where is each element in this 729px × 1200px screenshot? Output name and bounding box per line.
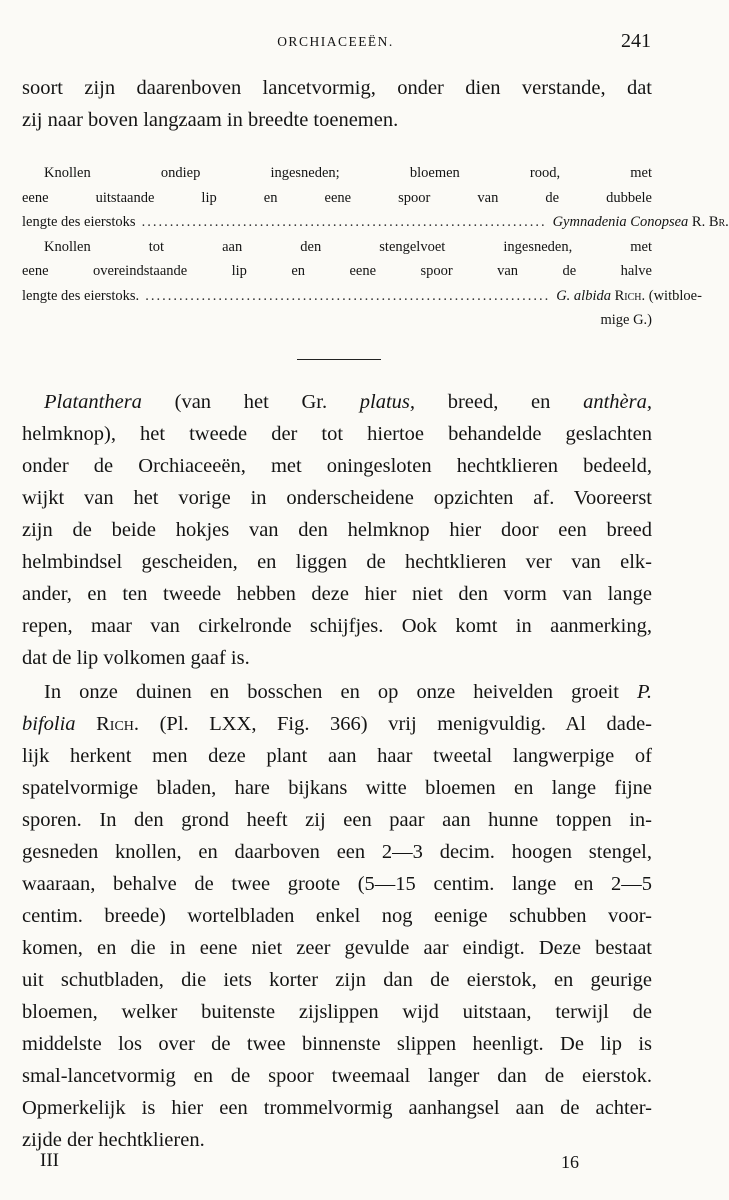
key-line: eene uitstaande lip en eene spoor van de dubbele: [22, 189, 652, 206]
text-line: [22, 708, 652, 740]
taxon-author: R. Br.: [691, 214, 729, 230]
text-line: bloemen, welker buitenste zijslippen wijd uitstaan, terwijl de: [22, 1001, 652, 1023]
text-line: [22, 676, 652, 708]
text-line: zijde der hechtklieren.: [22, 1129, 205, 1151]
text-line: onder de Orchiaceeën, met oningesloten hechtklieren bedeeld,: [22, 455, 652, 477]
text-line: helmbindsel gescheiden, en liggen de hechtklieren ver van elk-: [22, 551, 652, 573]
genus-name: Platanthera: [44, 391, 142, 413]
text-line: repen, maar van cirkelronde schijfjes. Ook komt in aanmerking,: [22, 615, 652, 637]
text-line: uit schutbladen, die iets korter zijn dan de eierstok, en geurige: [22, 969, 652, 991]
text-line: lijk herkent men deze plant aan haar tweetal langwerpige of: [22, 745, 652, 767]
text-line: komen, en die in eene niet zeer gevulde aar eindigt. Deze bestaat: [22, 937, 652, 959]
text-line: dat de lip volkomen gaaf is.: [22, 647, 250, 669]
taxon-author: Rich.: [614, 287, 646, 304]
leader-dots: ........................................................................: [141, 214, 547, 230]
leader-dots: ........................................................................: [145, 287, 551, 304]
text-line: centim. breede) wortelbladen enkel nog eenige schubben voor-: [22, 905, 652, 927]
greek-term: anthèra,: [583, 391, 652, 413]
genus-abbrev: P.: [637, 681, 653, 703]
text-line: gesneden knollen, en daarboven een 2—3 decim. hoogen stengel,: [22, 841, 652, 863]
identification-key: [22, 161, 729, 333]
page-number: 241: [621, 30, 651, 52]
text-line: helmknop), het tweede der tot hiertoe behandelde geslachten: [22, 423, 652, 445]
page-footer: [40, 1150, 579, 1174]
key-line-lead: lengte des eierstoks.: [22, 287, 140, 304]
key-line: eene overeindstaande lip en eene spoor van de halve: [22, 263, 652, 279]
greek-term: platus,: [359, 391, 416, 413]
key-taxon-line: [22, 210, 729, 235]
intro-paragraph: [22, 72, 652, 136]
text-line: zijn de beide hokjes van den helmknop hier door een breed: [22, 519, 652, 541]
text-line: sporen. In den grond heeft zij een paar aan hunne toppen in-: [22, 809, 652, 831]
text-line: Opmerkelijk is hier een trommelvormig aanhangsel aan de achter-: [22, 1097, 652, 1119]
taxon-genus-species: G. albida: [556, 287, 611, 304]
text-line: ander, en ten tweede hebben deze hier niet den vorm van lange: [22, 583, 652, 605]
text-line: middelste los over de twee binnenste slippen heenligt. De lip is: [22, 1033, 652, 1055]
text-line: smal-lancetvormig en de spoor tweemaal langer dan de eierstok.: [22, 1065, 652, 1087]
volume-signature: III: [40, 1150, 59, 1171]
species-epithet: bifolia: [22, 713, 76, 735]
section-divider: [297, 359, 381, 360]
text-line: [22, 386, 652, 418]
text-line: soort zijn daarenboven lancetvormig, onder dien verstande, dat: [22, 77, 652, 99]
taxon-note-continuation: mige G.): [600, 312, 652, 328]
key-line: Knollen ondiep ingesneden; bloemen rood, met: [44, 165, 652, 181]
text-run: (Pl. LXX, Fig. 366) vrij menigvuldig. Al dade-: [159, 713, 652, 735]
taxon-name: [556, 284, 702, 309]
sheet-number: 16: [561, 1152, 579, 1172]
key-taxon-line: [22, 284, 702, 309]
taxon-name: [553, 210, 729, 235]
taxon-author: Rich.: [96, 713, 140, 735]
text-line: wijkt van het vorige in onderscheidene opzichten af. Vooreerst: [22, 487, 652, 509]
text-line: waaraan, behalve de twee groote (5—15 centim. lange en 2—5: [22, 873, 652, 895]
key-line-lead: lengte des eierstoks: [22, 214, 136, 230]
text-line: zij naar boven langzaam in breedte toenemen.: [22, 109, 399, 131]
taxon-note: (witbloe-: [648, 287, 702, 304]
text-run: In onze duinen en bosschen en op onze heivelden groeit: [44, 681, 619, 703]
platanthera-paragraph: [22, 386, 652, 674]
key-line: Knollen tot aan den stengelvoet ingesneden, met: [44, 238, 652, 255]
text-line: spatelvormige bladen, hare bijkans witte bloemen en lange fijne: [22, 777, 652, 799]
taxon-genus-species: Gymnadenia Conopsea: [552, 214, 689, 230]
text-run: breed, en: [447, 391, 551, 413]
text-run: (van het Gr.: [174, 391, 328, 413]
running-head: [20, 32, 651, 56]
running-head-title: ORCHIACEEËN.: [277, 34, 394, 49]
bifolia-paragraph: [22, 676, 652, 1156]
